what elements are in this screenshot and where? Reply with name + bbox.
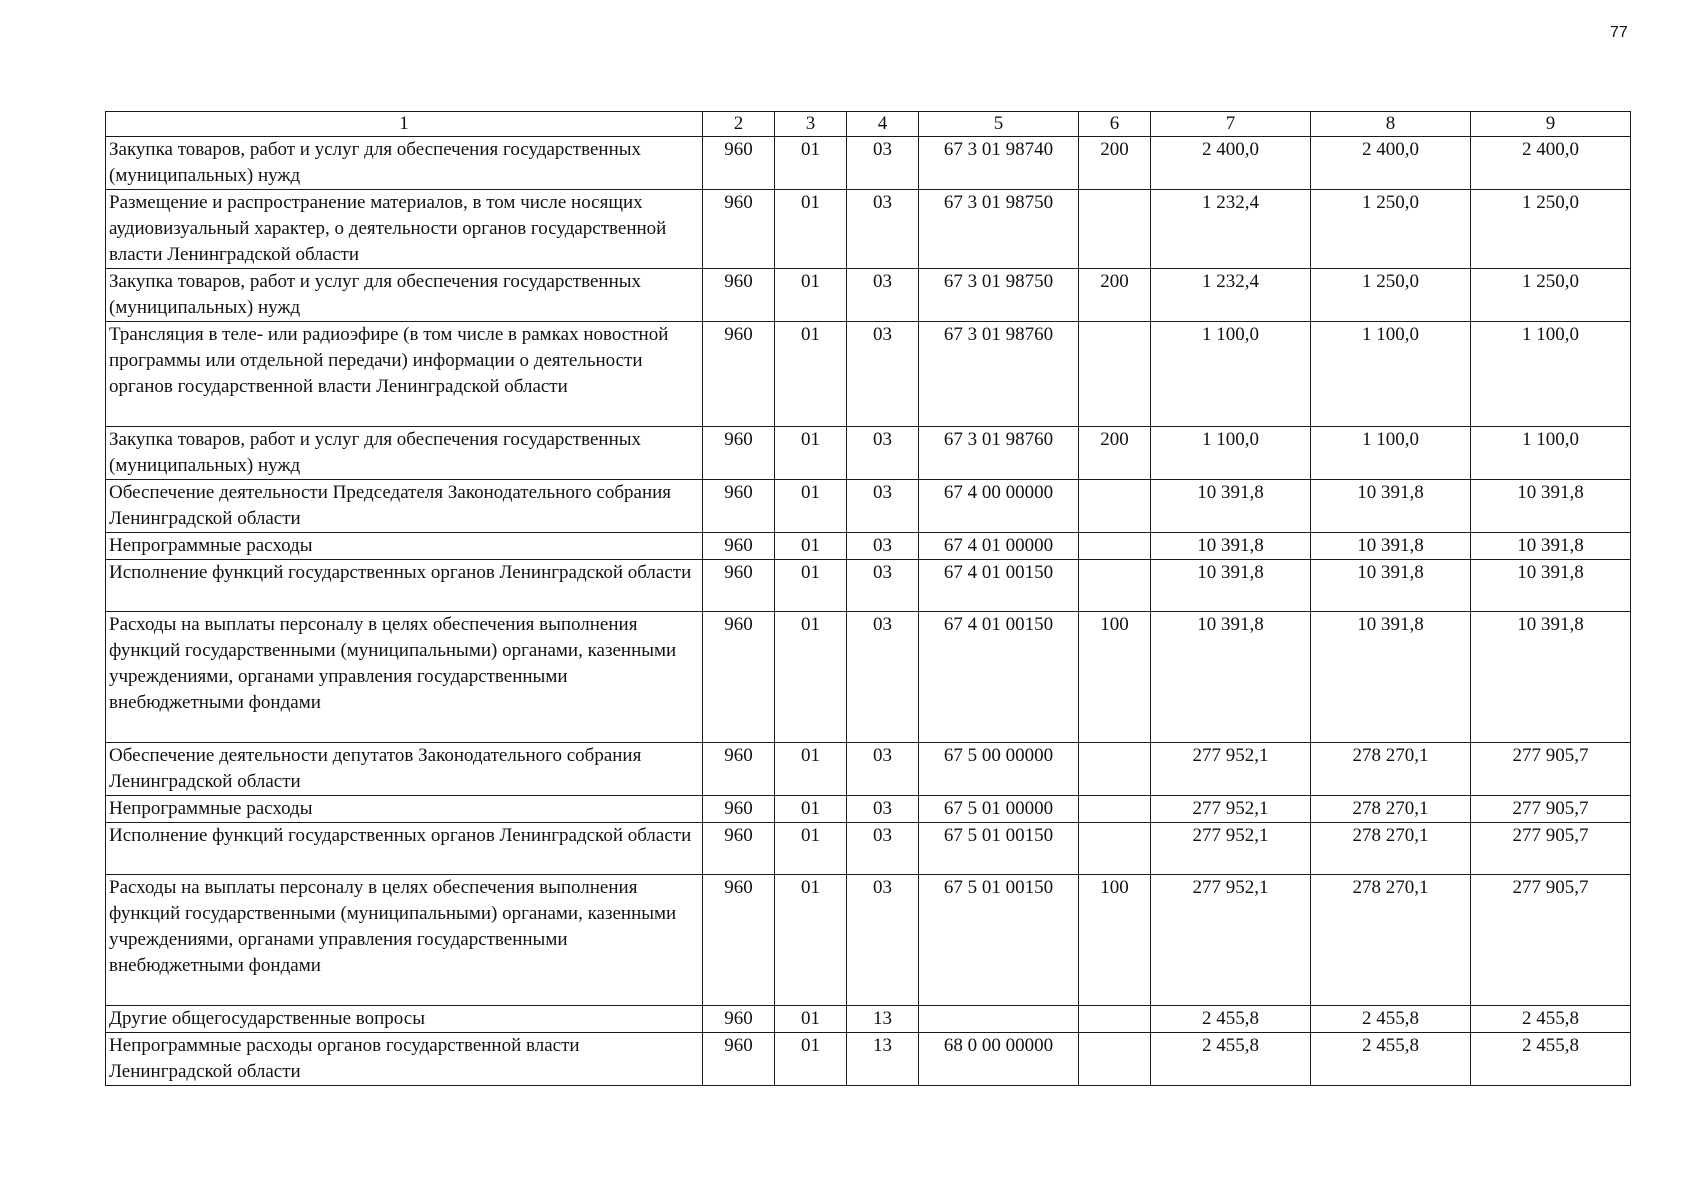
target-article-code: 67 3 01 98750 [919,269,1079,322]
budget-table [105,111,1631,1086]
row-name: Другие общегосударственные вопросы [106,1006,703,1033]
expense-type-code: 200 [1079,269,1151,322]
subsection-code: 03 [847,612,919,743]
grbs-code: 960 [703,560,775,612]
amount-col8: 10 391,8 [1311,612,1471,743]
amount-col9: 2 455,8 [1471,1006,1631,1033]
table-row [106,190,1631,269]
subsection-code: 03 [847,322,919,427]
grbs-code: 960 [703,269,775,322]
amount-col9: 10 391,8 [1471,612,1631,743]
amount-col7: 2 455,8 [1151,1033,1311,1086]
amount-col8: 1 100,0 [1311,322,1471,427]
expense-type-code [1079,796,1151,823]
amount-col7: 1 100,0 [1151,322,1311,427]
col-header: 1 [106,112,703,137]
col-header: 6 [1079,112,1151,137]
subsection-code: 13 [847,1006,919,1033]
column-number-row [106,112,1631,137]
expense-type-code: 200 [1079,137,1151,190]
expense-type-code [1079,743,1151,796]
row-name: Расходы на выплаты персоналу в целях обеспечения выполнения функций государственными (муниципальными) органами, казенными учреждениями, органами управления государственными внебюджетными фондами [106,875,703,1006]
amount-col8: 2 455,8 [1311,1006,1471,1033]
grbs-code: 960 [703,322,775,427]
section-code: 01 [775,612,847,743]
section-code: 01 [775,137,847,190]
amount-col8: 1 100,0 [1311,427,1471,480]
table-row [106,480,1631,533]
row-name: Трансляция в теле- или радиоэфире (в том числе в рамках новостной программы или отдельной передачи) информации о деятельности органов государственной власти Ленинградской области [106,322,703,427]
target-article-code: 67 3 01 98740 [919,137,1079,190]
amount-col8: 10 391,8 [1311,533,1471,560]
amount-col7: 10 391,8 [1151,480,1311,533]
amount-col7: 277 952,1 [1151,743,1311,796]
table-row [106,796,1631,823]
table-row [106,269,1631,322]
col-header: 9 [1471,112,1631,137]
expense-type-code: 100 [1079,875,1151,1006]
expense-type-code: 100 [1079,612,1151,743]
table-row [106,612,1631,743]
subsection-code: 03 [847,190,919,269]
subsection-code: 03 [847,875,919,1006]
amount-col9: 277 905,7 [1471,823,1631,875]
section-code: 01 [775,269,847,322]
grbs-code: 960 [703,743,775,796]
amount-col8: 10 391,8 [1311,480,1471,533]
amount-col8: 278 270,1 [1311,875,1471,1006]
grbs-code: 960 [703,1033,775,1086]
row-name: Размещение и распространение материалов, в том числе носящих аудиовизуальный характер, о деятельности органов государственной власти Ленинградской области [106,190,703,269]
grbs-code: 960 [703,612,775,743]
grbs-code: 960 [703,796,775,823]
table-row [106,322,1631,427]
section-code: 01 [775,796,847,823]
col-header: 3 [775,112,847,137]
amount-col7: 10 391,8 [1151,560,1311,612]
expense-type-code [1079,533,1151,560]
amount-col7: 10 391,8 [1151,533,1311,560]
row-name: Расходы на выплаты персоналу в целях обеспечения выполнения функций государственными (муниципальными) органами, казенными учреждениями, органами управления государственными внебюджетными фондами [106,612,703,743]
amount-col8: 278 270,1 [1311,823,1471,875]
col-header: 8 [1311,112,1471,137]
row-name: Обеспечение деятельности Председателя Законодательного собрания Ленинградской области [106,480,703,533]
target-article-code [919,1006,1079,1033]
section-code: 01 [775,1033,847,1086]
section-code: 01 [775,1006,847,1033]
target-article-code: 67 4 01 00150 [919,560,1079,612]
subsection-code: 03 [847,560,919,612]
amount-col9: 10 391,8 [1471,533,1631,560]
section-code: 01 [775,560,847,612]
expense-type-code [1079,480,1151,533]
expense-type-code [1079,322,1151,427]
target-article-code: 67 3 01 98760 [919,322,1079,427]
table-row [106,1033,1631,1086]
table-row [106,1006,1631,1033]
row-name: Закупка товаров, работ и услуг для обеспечения государственных (муниципальных) нужд [106,269,703,322]
amount-col9: 277 905,7 [1471,796,1631,823]
page-number: 77 [1610,24,1628,41]
amount-col7: 2 400,0 [1151,137,1311,190]
section-code: 01 [775,480,847,533]
grbs-code: 960 [703,137,775,190]
grbs-code: 960 [703,1006,775,1033]
amount-col7: 2 455,8 [1151,1006,1311,1033]
row-name: Исполнение функций государственных органов Ленинградской области [106,560,703,612]
amount-col9: 277 905,7 [1471,875,1631,1006]
target-article-code: 67 4 01 00150 [919,612,1079,743]
table-row [106,560,1631,612]
table-row [106,137,1631,190]
expense-type-code [1079,823,1151,875]
col-header: 7 [1151,112,1311,137]
amount-col7: 1 100,0 [1151,427,1311,480]
amount-col8: 1 250,0 [1311,190,1471,269]
amount-col8: 10 391,8 [1311,560,1471,612]
grbs-code: 960 [703,875,775,1006]
section-code: 01 [775,427,847,480]
amount-col9: 277 905,7 [1471,743,1631,796]
amount-col8: 2 455,8 [1311,1033,1471,1086]
grbs-code: 960 [703,427,775,480]
col-header: 5 [919,112,1079,137]
amount-col7: 277 952,1 [1151,875,1311,1006]
row-name: Исполнение функций государственных органов Ленинградской области [106,823,703,875]
amount-col8: 2 400,0 [1311,137,1471,190]
amount-col9: 1 100,0 [1471,322,1631,427]
target-article-code: 67 3 01 98760 [919,427,1079,480]
table-row [106,743,1631,796]
amount-col9: 2 455,8 [1471,1033,1631,1086]
subsection-code: 03 [847,137,919,190]
row-name: Непрограммные расходы [106,533,703,560]
table-row [106,427,1631,480]
amount-col9: 1 250,0 [1471,269,1631,322]
grbs-code: 960 [703,823,775,875]
section-code: 01 [775,875,847,1006]
amount-col7: 277 952,1 [1151,796,1311,823]
grbs-code: 960 [703,480,775,533]
row-name: Непрограммные расходы [106,796,703,823]
table-row [106,875,1631,1006]
subsection-code: 03 [847,743,919,796]
subsection-code: 03 [847,269,919,322]
expense-type-code [1079,560,1151,612]
row-name: Закупка товаров, работ и услуг для обеспечения государственных (муниципальных) нужд [106,137,703,190]
row-name: Закупка товаров, работ и услуг для обеспечения государственных (муниципальных) нужд [106,427,703,480]
target-article-code: 67 5 01 00150 [919,823,1079,875]
col-header: 4 [847,112,919,137]
grbs-code: 960 [703,533,775,560]
subsection-code: 03 [847,427,919,480]
target-article-code: 67 5 01 00000 [919,796,1079,823]
subsection-code: 03 [847,480,919,533]
expense-type-code: 200 [1079,427,1151,480]
amount-col8: 278 270,1 [1311,743,1471,796]
amount-col9: 1 250,0 [1471,190,1631,269]
amount-col9: 1 100,0 [1471,427,1631,480]
section-code: 01 [775,743,847,796]
table-row [106,823,1631,875]
subsection-code: 13 [847,1033,919,1086]
section-code: 01 [775,190,847,269]
section-code: 01 [775,823,847,875]
target-article-code: 68 0 00 00000 [919,1033,1079,1086]
subsection-code: 03 [847,533,919,560]
section-code: 01 [775,322,847,427]
amount-col7: 1 232,4 [1151,269,1311,322]
table-row [106,533,1631,560]
section-code: 01 [775,533,847,560]
expense-type-code [1079,1033,1151,1086]
target-article-code: 67 4 00 00000 [919,480,1079,533]
expense-type-code [1079,190,1151,269]
amount-col9: 10 391,8 [1471,480,1631,533]
target-article-code: 67 4 01 00000 [919,533,1079,560]
amount-col8: 278 270,1 [1311,796,1471,823]
amount-col7: 1 232,4 [1151,190,1311,269]
amount-col7: 277 952,1 [1151,823,1311,875]
row-name: Непрограммные расходы органов государственной власти Ленинградской области [106,1033,703,1086]
amount-col8: 1 250,0 [1311,269,1471,322]
subsection-code: 03 [847,823,919,875]
grbs-code: 960 [703,190,775,269]
target-article-code: 67 3 01 98750 [919,190,1079,269]
subsection-code: 03 [847,796,919,823]
row-name: Обеспечение деятельности депутатов Законодательного собрания Ленинградской области [106,743,703,796]
amount-col9: 2 400,0 [1471,137,1631,190]
target-article-code: 67 5 01 00150 [919,875,1079,1006]
amount-col9: 10 391,8 [1471,560,1631,612]
col-header: 2 [703,112,775,137]
expense-type-code [1079,1006,1151,1033]
target-article-code: 67 5 00 00000 [919,743,1079,796]
amount-col7: 10 391,8 [1151,612,1311,743]
